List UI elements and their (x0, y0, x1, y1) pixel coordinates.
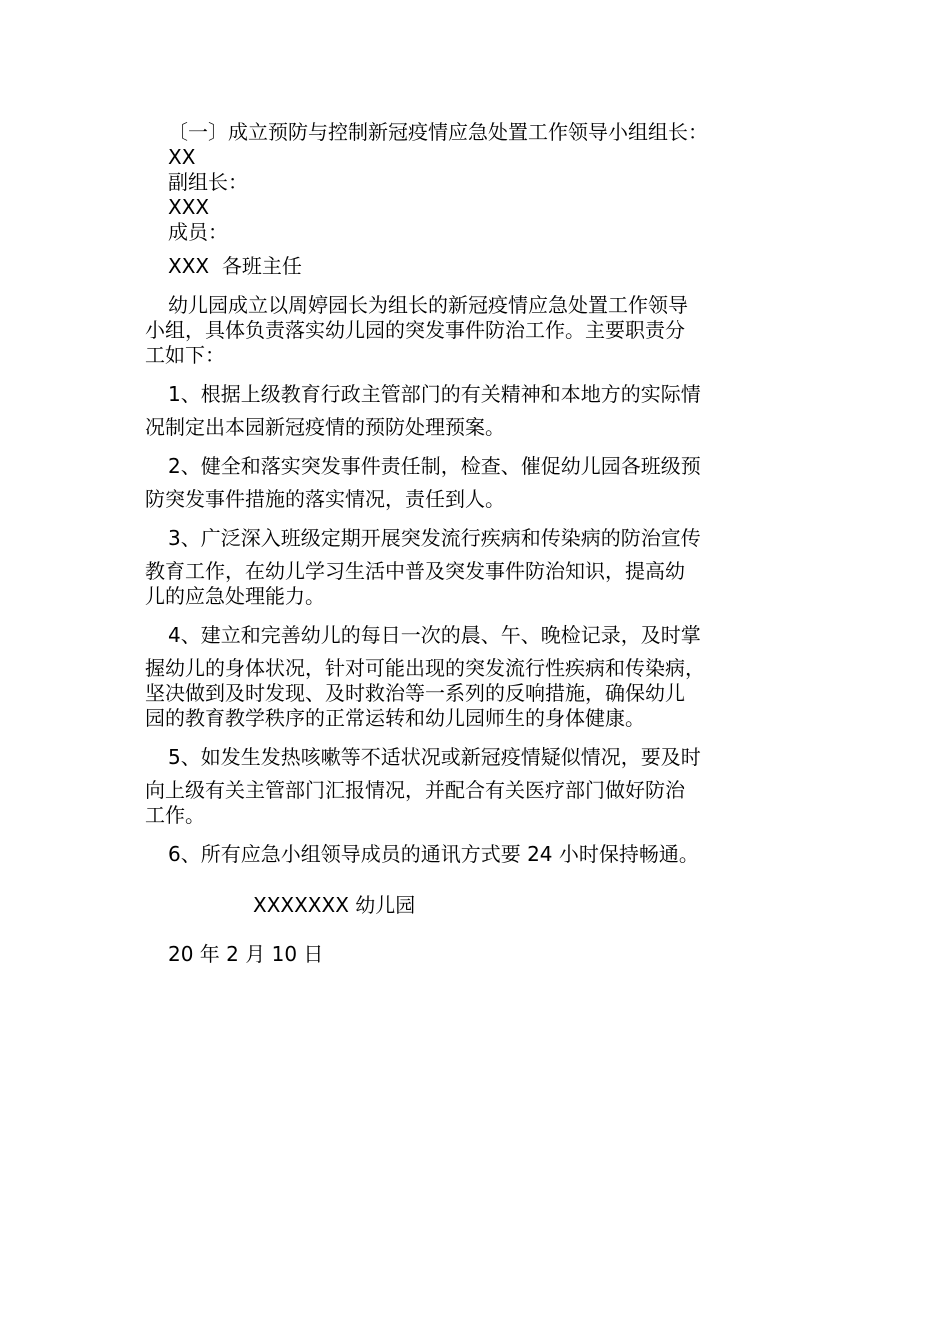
duty-item-4 (145, 623, 810, 731)
duty-line: 工作。 (145, 803, 205, 827)
duty-line: 教育工作，在幼儿学习生活中普及突发事件防治知识，提高幼 (145, 559, 685, 583)
duty-line: 1、根据上级教育行政主管部门的有关精神和本地方的实际情 (168, 382, 701, 406)
members-label: 成员： (168, 220, 228, 244)
duty-line: 握幼儿的身体状况，针对可能出现的突发流行性疾病和传染病， (145, 656, 705, 680)
duty-line: 4、建立和完善幼儿的每日一次的晨、午、晚检记录，及时掌 (168, 623, 701, 647)
members-value: XXX 各班主任 (168, 254, 302, 278)
duty-line: 2、健全和落实突发事件责任制，检查、催促幼儿园各班级预 (168, 454, 701, 478)
duty-item-5 (145, 745, 810, 828)
duty-line: 防突发事件措施的落实情况，责任到人。 (145, 487, 505, 511)
deputy-label: 副组长： (168, 170, 248, 194)
duty-line: 3、广泛深入班级定期开展突发流行疾病和传染病的防治宣传 (168, 526, 701, 550)
duty-item-3 (145, 526, 810, 609)
intro-line: 小组，具体负责落实幼儿园的突发事件防治工作。主要职责分 (145, 318, 685, 342)
intro-line: 工如下： (145, 343, 225, 367)
deputy-name: XXX (168, 195, 210, 219)
duty-line: 况制定出本园新冠疫情的预防处理预案。 (145, 415, 505, 439)
duty-line: 5、如发生发热咳嗽等不适状况或新冠疫情疑似情况，要及时 (168, 745, 701, 769)
signature-organization: XXXXXXX 幼儿园 (253, 893, 416, 917)
duty-line: 儿的应急处理能力。 (145, 584, 325, 608)
duty-item-6 (145, 842, 810, 867)
signature-date: 20 年 2 月 10 日 (168, 942, 324, 966)
intro-paragraph (145, 293, 810, 368)
duty-line: 6、所有应急小组领导成员的通讯方式要 24 小时保持畅通。 (168, 842, 699, 866)
leader-name: XX (168, 145, 196, 169)
duty-line: 园的教育教学秩序的正常运转和幼儿园师生的身体健康。 (145, 706, 645, 730)
document-body (145, 120, 810, 967)
section-heading: 〔一〕成立预防与控制新冠疫情应急处置工作领导小组组长： (168, 120, 708, 144)
intro-line: 幼儿园成立以周婷园长为组长的新冠疫情应急处置工作领导 (168, 293, 688, 317)
duty-line: 向上级有关主管部门汇报情况，并配合有关医疗部门做好防治 (145, 778, 685, 802)
duty-item-2 (145, 454, 810, 512)
duty-item-1 (145, 382, 810, 440)
duty-line: 坚决做到及时发现、及时救治等一系列的反响措施，确保幼儿 (145, 681, 685, 705)
